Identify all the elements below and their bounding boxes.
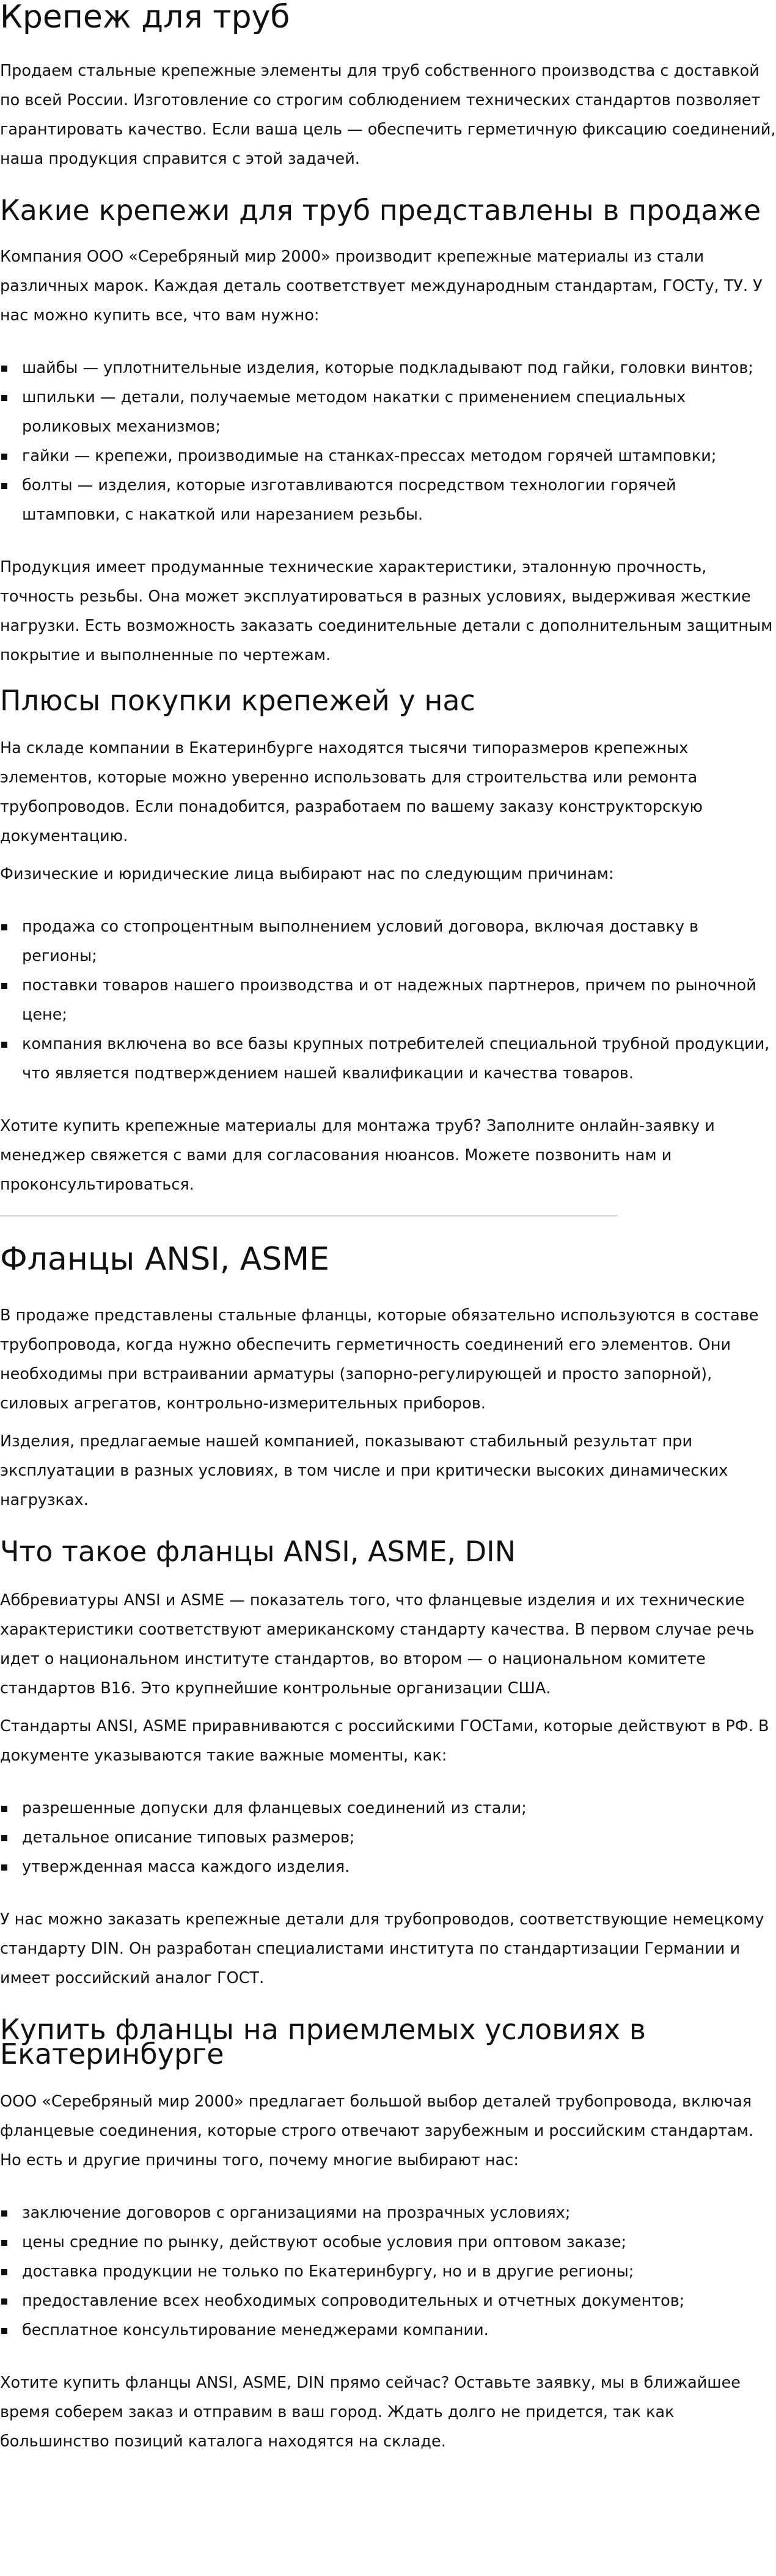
bullet-icon (1, 454, 7, 460)
products-outro: Продукция имеет продуманные технические характеристики, эталонную прочность, точность резьбы. Она может эксплуатироваться в разных условиях, выдерживая жесткие нагрузки. Есть возможность заказать соединительные детали с дополнительным защитным покрытие и выполненные по чертежам. (0, 558, 773, 664)
buy-outro: Хотите купить фланцы ANSI, ASME, DIN прямо сейчас? Оставьте заявку, мы в ближайшее время соберем заказ и отправим в ваш город. Ждать долго не придется, так как большинство позиций каталога находятся на складе. (0, 2374, 741, 2451)
bullet-icon (1, 2210, 7, 2217)
bullet-icon (1, 2240, 7, 2246)
list-item: гайки — крепежи, производимые на станках-прессах методом горячей штамповки; (0, 441, 776, 471)
products-intro: Компания ООО «Серебряный мир 2000» производит крепежные материалы из стали различных марок. Каждая деталь соответствует международным стандартам, ГОСТу, ТУ. У нас можно купить все, что вам нужно: (0, 248, 763, 325)
bullet-icon (1, 1042, 7, 1048)
benefits-reasons-intro: Физические и юридические лица выбирают нас по следующим причинам: (0, 865, 614, 883)
bullet-icon (1, 2269, 7, 2275)
bullet-icon (1, 1806, 7, 1812)
bullet-icon (1, 1835, 7, 1841)
list-item: детальное описание типовых размеров; (0, 1823, 776, 1852)
section-heading-buy-line2: Екатеринбурге (0, 2037, 224, 2070)
standards-outro: У нас можно заказать крепежные детали для трубопроводов, соответствующие немецкому стандарту DIN. Он разработан специалистами института по стандартизации Германии и имеет российский аналог ГОСТ. (0, 1910, 764, 1987)
list-item: цены средние по рынку, действуют особые условия при оптовом заказе; (0, 2228, 776, 2257)
buy-list (0, 2198, 776, 2345)
standards-paragraph-2: Стандарты ANSI, ASME приравниваются с российскими ГОСТами, которые действуют в РФ. В документе указываются такие важные моменты, как: (0, 1717, 769, 1765)
page-title: Крепеж для труб (0, 0, 290, 35)
buy-paragraph: ООО «Серебряный мир 2000» предлагает большой выбор деталей трубопровода, включая фланцевые соединения, которые строго отвечают зарубежным и российским стандартам. Но есть и другие причины того, почему многие выбирают нас: (0, 2092, 754, 2169)
list-item: разрешенные допуски для фланцевых соединений из стали; (0, 1794, 776, 1823)
standards-paragraph: Аббревиатуры ANSI и ASME — показатель того, что фланцевые изделия и их технические характеристики соответствуют американскому стандарту качества. В первом случае речь идет о национальном институте стандартов, во втором — о национальном комитете стандартов B16. Это крупнейшие контрольные организации США. (0, 1591, 755, 1698)
list-item: компания включена во все базы крупных потребителей специальной трубной продукции, что является подтверждением нашей квалификации и качества товаров. (0, 1029, 776, 1088)
bullet-icon (1, 924, 7, 930)
divider (0, 1215, 617, 1216)
section-heading-products: Какие крепежи для труб представлены в продаже (0, 194, 761, 227)
bullet-icon (1, 483, 7, 489)
list-item: бесплатное консультирование менеджерами компании. (0, 2316, 776, 2345)
list-item: болты — изделия, которые изготавливаются посредством технологии горячей штамповки, с накаткой или нарезанием резьбы. (0, 471, 776, 529)
bullet-icon (1, 983, 7, 989)
list-item: шпильки — детали, получаемые методом накатки с применением специальных роликовых механизмов; (0, 383, 776, 441)
standards-list (0, 1794, 776, 1882)
intro-paragraph: Продаем стальные крепежные элементы для труб собственного производства с доставкой по всей России. Изготовление со строгим соблюдением технических стандартов позволяет гарантировать качество. Если ваша цель — обеспечить герметичную фиксацию соединений, наша продукция справится с этой задачей. (0, 62, 776, 168)
section-heading-buy-line1: Купить фланцы на приемлемых условиях в (0, 2013, 646, 2046)
list-item: предоставление всех необходимых сопроводительных и отчетных документов; (0, 2286, 776, 2316)
section-heading-flanges: Фланцы ANSI, ASME (0, 1241, 330, 1278)
list-item: поставки товаров нашего производства и от надежных партнеров, причем по рыночной цене; (0, 971, 776, 1029)
flanges-paragraph: В продаже представлены стальные фланцы, которые обязательно используются в составе трубопровода, когда нужно обеспечить герметичность соединений его элементов. Они необходимы при встраивании арматуры (запорно-регулирующей и просто запорной), силовых агрегатов, контрольно-измерительных приборов. (0, 1306, 759, 1413)
list-item: утвержденная масса каждого изделия. (0, 1852, 776, 1882)
section-heading-standards: Что такое фланцы ANSI, ASME, DIN (0, 1535, 516, 1568)
benefits-list (0, 912, 776, 1088)
bullet-icon (1, 366, 7, 372)
section-heading-buy (0, 2013, 776, 2070)
bullet-icon (1, 2298, 7, 2305)
list-item: шайбы — уплотнительные изделия, которые подкладывают под гайки, головки винтов; (0, 353, 776, 383)
products-list (0, 353, 776, 529)
bullet-icon (1, 1864, 7, 1871)
benefits-paragraph: На складе компании в Екатеринбурге находятся тысячи типоразмеров крепежных элементов, которые можно уверенно использовать для строительства или ремонта трубопроводов. Если понадобится, разработаем по вашему заказу конструкторскую документацию. (0, 739, 703, 845)
flanges-paragraph-2: Изделия, предлагаемые нашей компанией, показывают стабильный результат при эксплуатации в разных условиях, в том числе и при критически высоких динамических нагрузках. (0, 1432, 728, 1509)
list-item: продажа со стопроцентным выполнением условий договора, включая доставку в регионы; (0, 912, 776, 971)
bullet-icon (1, 395, 7, 401)
list-item: заключение договоров с организациями на прозрачных условиях; (0, 2198, 776, 2228)
benefits-outro: Хотите купить крепежные материалы для монтажа труб? Заполните онлайн-заявку и менеджер свяжется с вами для согласования нюансов. Можете позвонить нам и проконсультироваться. (0, 1117, 715, 1194)
section-heading-benefits: Плюсы покупки крепежей у нас (0, 684, 475, 717)
list-item: доставка продукции не только по Екатеринбургу, но и в другие регионы; (0, 2257, 776, 2286)
bullet-icon (1, 2328, 7, 2334)
